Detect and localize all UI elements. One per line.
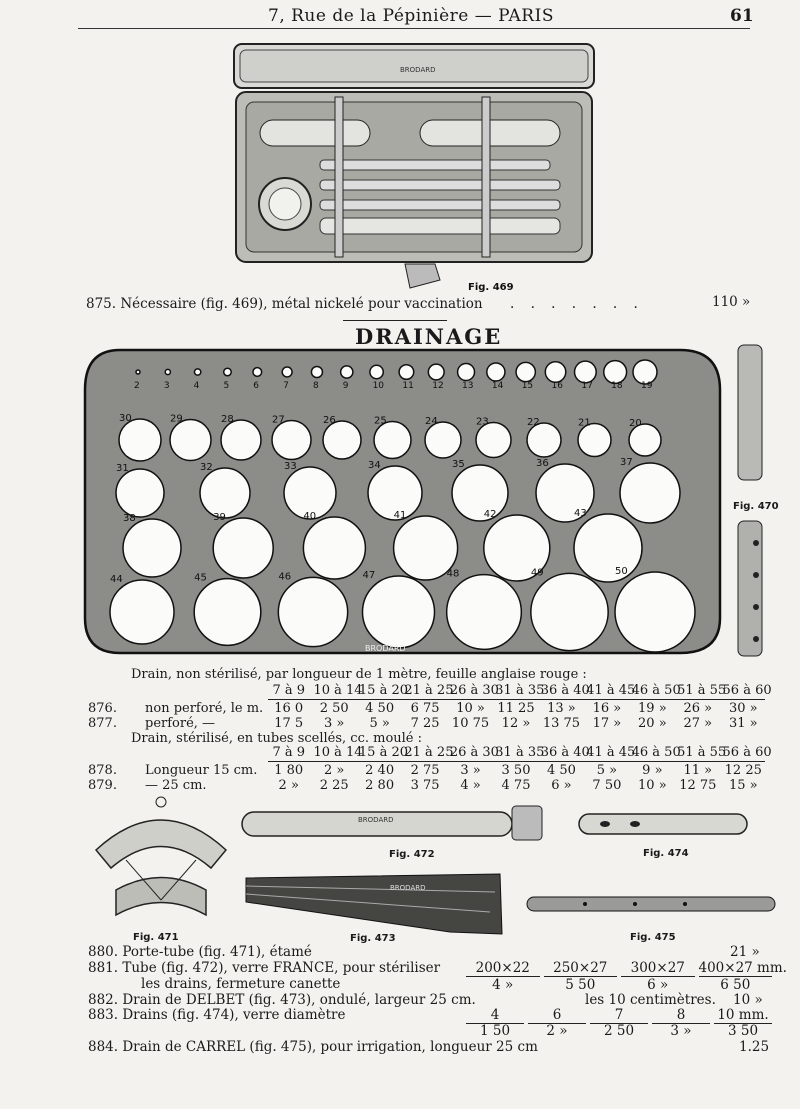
fig471-caption: Fig. 471 <box>133 932 179 943</box>
price-cell: 1 80 <box>274 763 304 778</box>
gauge-hole <box>531 573 608 650</box>
price-cell: 27 » <box>683 716 713 731</box>
gauge-hole-label: 32 <box>200 462 213 473</box>
size-header-cell: 46 à 50 <box>631 745 681 760</box>
gauge-hole-label: 46 <box>278 571 292 583</box>
item-880 <box>88 944 312 960</box>
price-cell: 12 » <box>501 716 531 731</box>
price-cell: 12 75 <box>679 778 717 793</box>
gauge-hole <box>282 367 292 377</box>
gauge-hole <box>221 420 261 460</box>
gauge-hole-label: 26 <box>323 415 336 426</box>
price-cell: 2 50 <box>319 701 349 716</box>
gauge-hole-label: 3 <box>163 381 170 391</box>
gauge-hole <box>604 361 627 384</box>
gauge-hole <box>516 362 535 381</box>
table-intro-non-sterile: Drain, non stérilisé, par longueur de 1 mètre, feuille anglaise rouge : <box>131 667 587 682</box>
drain-size-cell: 8 <box>652 1007 710 1024</box>
gauge-hole <box>116 469 164 517</box>
price-cell: 2 40 <box>365 763 395 778</box>
page-header <box>0 4 800 28</box>
gauge-hole-label: 35 <box>452 459 465 470</box>
price-cell: 16 » <box>592 701 622 716</box>
gauge-hole-label: 29 <box>170 413 183 425</box>
fig474-caption: Fig. 474 <box>643 848 689 859</box>
header-rule <box>78 28 750 35</box>
row-877-label: perforé, — <box>145 716 216 731</box>
drain-price-cell: 2 » <box>546 1023 568 1039</box>
price-cell: 3 » <box>460 763 481 778</box>
price-cell: 11 » <box>683 763 713 778</box>
gauge-hole-label: 5 <box>223 381 230 391</box>
size-header-cell: 10 à 14 <box>313 683 363 698</box>
gauge-hole <box>615 572 695 652</box>
price-cell: 2 80 <box>365 778 395 793</box>
gauge-hole-label: 50 <box>615 566 628 577</box>
drain-price-cell: 1 50 <box>479 1023 511 1039</box>
price-cell: 5 » <box>369 716 390 731</box>
gauge-hole <box>213 518 273 578</box>
gauge-hole <box>253 368 262 377</box>
size-header-rule-2 <box>268 761 765 762</box>
gauge-hole-label: 4 <box>193 381 200 391</box>
gauge-hole <box>545 362 565 382</box>
gauge-hole <box>165 369 170 374</box>
size-header-cell: 56 à 60 <box>722 745 772 760</box>
price-cell: 3 50 <box>501 763 531 778</box>
page-number: 61 <box>730 6 754 26</box>
gauge-hole-label: 17 <box>581 381 593 391</box>
case-brand-label: BRODARD <box>400 66 436 74</box>
gauge-hole <box>119 419 161 461</box>
row-878-number: 878. <box>88 763 117 778</box>
price-cell: 2 25 <box>319 778 349 793</box>
tube-size-cell: 300×27 <box>621 960 695 977</box>
size-header-cell: 21 à 25 <box>404 745 454 760</box>
size-header-cell: 7 à 9 <box>272 683 305 698</box>
price-cell: 26 » <box>683 701 713 716</box>
gauge-hole-label: 47 <box>362 570 376 581</box>
gauge-hole <box>194 369 200 375</box>
size-header-cell: 10 à 14 <box>313 745 363 760</box>
gauge-hole-label: 44 <box>110 574 123 585</box>
row-876-number: 876. <box>88 701 117 716</box>
gauge-hole <box>399 365 414 380</box>
gauge-hole <box>278 577 347 646</box>
item-882-number: 882. <box>88 992 119 1008</box>
gauge-hole <box>200 468 250 518</box>
gauge-hole-label: 38 <box>123 513 136 524</box>
gauge-hole-label: 13 <box>462 381 474 391</box>
gauge-hole-label: 25 <box>374 415 387 427</box>
gauge-hole <box>123 519 181 577</box>
vaccination-case-illustration <box>230 42 600 302</box>
gauge-hole <box>341 366 353 378</box>
gauge-hole-label: 24 <box>425 416 438 427</box>
delbet-brand-label: BRODARD <box>390 884 426 892</box>
item-884-description: Drain de CARREL (fig. 475), pour irrigation, longueur 25 cm <box>122 1039 538 1055</box>
price-cell: 17 5 <box>274 716 304 731</box>
drain-size-cell: 4 <box>466 1007 524 1024</box>
gauge-hole-label: 19 <box>641 381 653 391</box>
gauge-hole <box>311 366 322 377</box>
tube-price-cell: 6 50 <box>720 977 751 993</box>
price-cell: 30 » <box>728 701 758 716</box>
row-876-label: non perforé, le m. <box>145 701 264 716</box>
item-881-description: Tube (fig. 472), verre FRANCE, pour stériliser <box>122 960 441 976</box>
price-cell: 2 » <box>324 763 345 778</box>
gauge-hole <box>575 361 597 383</box>
gauge-hole <box>303 517 365 579</box>
fig472-caption: Fig. 472 <box>389 849 435 860</box>
drain-size-cell: 6 <box>528 1007 586 1024</box>
gauge-hole-label: 48 <box>446 568 460 580</box>
item-883-prices <box>466 1023 776 1039</box>
size-header-cell: 36 à 40 <box>540 683 590 698</box>
gauge-hole-label: 16 <box>551 381 563 391</box>
gauge-hole <box>110 580 174 644</box>
gauge-hole-label: 23 <box>476 416 489 428</box>
gauge-hole-label: 2 <box>134 381 140 391</box>
price-cell: 10 » <box>456 701 485 716</box>
size-header-cell: 41 à 45 <box>586 745 636 760</box>
drain-size-cell: 10 mm. <box>714 1007 772 1024</box>
price-cell: 4 75 <box>501 778 531 793</box>
gauge-hole <box>272 421 311 460</box>
gauge-hole-label: 33 <box>284 461 297 472</box>
item-882-price: 10 » <box>733 992 763 1008</box>
drain-price-cell: 2 50 <box>603 1023 635 1039</box>
size-header-cell: 31 à 35 <box>495 745 545 760</box>
gauge-hole <box>428 364 444 380</box>
tube-price-cell: 4 » <box>492 977 514 993</box>
size-header-cell: 56 à 60 <box>722 683 772 698</box>
gauge-hole-label: 21 <box>578 417 591 429</box>
size-header-row-1 <box>268 683 772 699</box>
gauge-hole-label: 6 <box>253 381 260 391</box>
price-cell: 9 » <box>642 763 663 778</box>
gauge-hole <box>458 364 475 381</box>
tube-size-cell: 400×27 mm. <box>698 960 787 976</box>
gauge-hole-label: 31 <box>116 463 129 474</box>
size-header-cell: 31 à 35 <box>495 683 545 698</box>
gauge-hole <box>363 576 435 648</box>
gauge-brand-label: BRODARD <box>365 644 406 653</box>
size-header-cell: 26 à 30 <box>449 745 499 760</box>
gauge-hole-label: 8 <box>312 381 319 391</box>
section-title: DRAINAGE <box>355 324 503 349</box>
item-881-description-line2: les drains, fermeture canette <box>141 976 341 992</box>
price-cell: 13 75 <box>542 716 581 731</box>
price-cell: 2 75 <box>410 763 440 778</box>
size-header-cell: 26 à 30 <box>449 683 499 698</box>
gauge-hole-label: 49 <box>530 567 544 579</box>
size-header-cell: 21 à 25 <box>404 683 454 698</box>
item-882-unit: les 10 centimètres. <box>585 992 716 1008</box>
drain-price-cell: 3 » <box>670 1023 692 1039</box>
gauge-hole-label: 15 <box>521 381 534 391</box>
gauge-hole <box>136 370 140 374</box>
item-875-description: Nécessaire (fig. 469), métal nickelé pour vaccination <box>120 296 483 312</box>
fig469-caption: Fig. 469 <box>468 282 514 293</box>
gauge-hole-label: 11 <box>402 381 414 391</box>
item-881-sizes <box>466 960 787 976</box>
price-cell: 3 75 <box>410 778 440 793</box>
price-cell: 4 » <box>460 778 481 793</box>
price-cell: 4 50 <box>546 763 576 778</box>
price-cell: 4 50 <box>365 701 395 716</box>
glass-drain-illustration <box>575 808 755 842</box>
size-header-cell: 36 à 40 <box>540 745 590 760</box>
row-877-number: 877. <box>88 716 117 731</box>
item-884-price: 1.25 <box>739 1039 770 1055</box>
price-cell: 11 25 <box>497 701 535 716</box>
row-879-number: 879. <box>88 778 117 793</box>
tube-size-cell: 200×22 <box>466 960 540 977</box>
gauge-hole-label: 42 <box>483 509 497 520</box>
gauge-hole <box>476 423 511 458</box>
size-header-rule-1 <box>268 699 765 700</box>
size-header-cell: 15 à 20 <box>358 683 409 698</box>
gauge-hole <box>224 368 232 376</box>
gauge-hole-label: 40 <box>303 511 317 522</box>
gauge-hole-label: 12 <box>432 381 444 391</box>
gauge-hole-label: 45 <box>194 572 207 584</box>
gauge-hole-label: 34 <box>368 460 381 471</box>
gauge-hole <box>574 514 642 582</box>
gauge-hole-label: 9 <box>342 381 349 391</box>
carrel-drain-illustration <box>525 893 780 917</box>
item-880-description: Porte-tube (fig. 471), étamé <box>122 944 312 960</box>
price-cell: 6 » <box>551 778 572 793</box>
item-875-number: 875. <box>86 296 117 312</box>
price-cell: 31 » <box>728 716 758 731</box>
tube-price-cell: 6 » <box>647 977 669 993</box>
gauge-hole-label: 10 <box>372 381 385 391</box>
gauge-hole <box>170 420 211 461</box>
row-878-label: Longueur 15 cm. <box>145 763 258 778</box>
price-cell: 13 » <box>547 701 576 716</box>
gauge-hole <box>620 463 680 523</box>
drain-price-cell: 3 50 <box>727 1023 759 1039</box>
gauge-hole <box>527 423 561 457</box>
size-header-cell: 51 à 55 <box>677 683 727 698</box>
tube-price-cell: 5 50 <box>565 977 596 993</box>
size-header-cell: 41 à 45 <box>586 683 636 698</box>
fig470-caption: Fig. 470 <box>733 501 779 512</box>
size-header-cell: 7 à 9 <box>272 745 305 760</box>
price-cell: 10 75 <box>451 716 490 731</box>
gauge-hole <box>425 422 461 458</box>
price-cell: 20 » <box>638 716 667 731</box>
item-881-number: 881. <box>88 960 119 976</box>
tube-size-cell: 250×27 <box>544 960 618 977</box>
item-875 <box>86 296 483 312</box>
price-cell: 19 » <box>638 701 667 716</box>
gauge-hole-label: 37 <box>620 457 633 468</box>
item-875-price: 110 » <box>712 294 751 310</box>
delbet-drain-illustration <box>240 862 510 942</box>
price-cell: 3 » <box>324 716 345 731</box>
size-header-row-2 <box>268 745 772 761</box>
gauge-hole-label: 7 <box>283 381 289 391</box>
gauge-hole-label: 39 <box>213 512 226 523</box>
gauge-hole <box>447 575 522 650</box>
price-cell: 2 » <box>278 778 299 793</box>
gauge-hole <box>374 422 411 459</box>
gauge-hole <box>452 465 508 521</box>
price-cell: 16 0 <box>274 701 304 716</box>
gauge-hole-label: 28 <box>221 414 234 425</box>
price-cell: 17 » <box>592 716 622 731</box>
price-cell: 7 50 <box>592 778 622 793</box>
glass-tube-illustration <box>238 800 558 845</box>
row-876-values <box>268 701 768 717</box>
gauge-hole-label: 41 <box>393 510 407 521</box>
size-header-cell: 51 à 55 <box>677 745 727 760</box>
tube-holder-illustration <box>86 790 236 930</box>
price-cell: 7 25 <box>410 716 440 731</box>
fig475-caption: Fig. 475 <box>630 932 676 943</box>
gauge-hole-label: 43 <box>574 508 587 519</box>
gauge-hole-label: 22 <box>527 417 540 428</box>
gauge-hole-label: 18 <box>611 381 623 391</box>
item-883 <box>88 1007 346 1023</box>
price-cell: 15 » <box>728 778 758 793</box>
item-882-description: Drain de DELBET (fig. 473), ondulé, largeur 25 cm. <box>122 992 476 1008</box>
row-879-label: — 25 cm. <box>145 778 207 793</box>
gauge-hole-label: 20 <box>629 418 642 429</box>
gauge-hole <box>323 421 361 459</box>
gauge-hole-label: 36 <box>536 458 549 469</box>
drain-gauge-plate <box>80 348 725 660</box>
item-883-number: 883. <box>88 1007 119 1023</box>
item-880-number: 880. <box>88 944 119 960</box>
item-883-sizes <box>466 1007 776 1023</box>
item-881-prices <box>466 977 776 993</box>
header-address: 7, Rue de la Pépinière — PARIS <box>268 6 554 26</box>
price-cell: 12 25 <box>724 763 762 778</box>
drain-size-cell: 7 <box>590 1007 648 1024</box>
gauge-hole <box>370 365 383 378</box>
row-877-values <box>268 716 768 732</box>
gauge-hole-label: 30 <box>119 413 132 424</box>
item-883-description: Drains (fig. 474), verre diamètre <box>122 1007 346 1023</box>
gauge-hole <box>194 579 261 646</box>
item-884-number: 884. <box>88 1039 119 1055</box>
gauge-hole <box>487 363 505 381</box>
item-881 <box>88 960 440 976</box>
row-879-values <box>268 778 768 794</box>
row-878-values <box>268 763 768 779</box>
fig473-caption: Fig. 473 <box>350 933 396 944</box>
size-header-cell: 15 à 20 <box>358 745 409 760</box>
item-884 <box>88 1039 538 1055</box>
table-intro-sterile: Drain, stérilisé, en tubes scellés, cc. moulé : <box>131 731 423 746</box>
title-rule <box>343 320 447 321</box>
price-cell: 6 75 <box>410 701 440 716</box>
item-875-leader: . . . . . . . <box>510 296 644 312</box>
tube-brand-label: BRODARD <box>358 816 394 824</box>
item-880-price: 21 » <box>730 944 760 960</box>
size-header-cell: 46 à 50 <box>631 683 681 698</box>
price-cell: 5 » <box>596 763 618 778</box>
item-882 <box>88 992 476 1008</box>
gauge-hole-label: 27 <box>272 414 285 426</box>
price-cell: 10 » <box>638 778 667 793</box>
gauge-hole-label: 14 <box>491 381 504 391</box>
